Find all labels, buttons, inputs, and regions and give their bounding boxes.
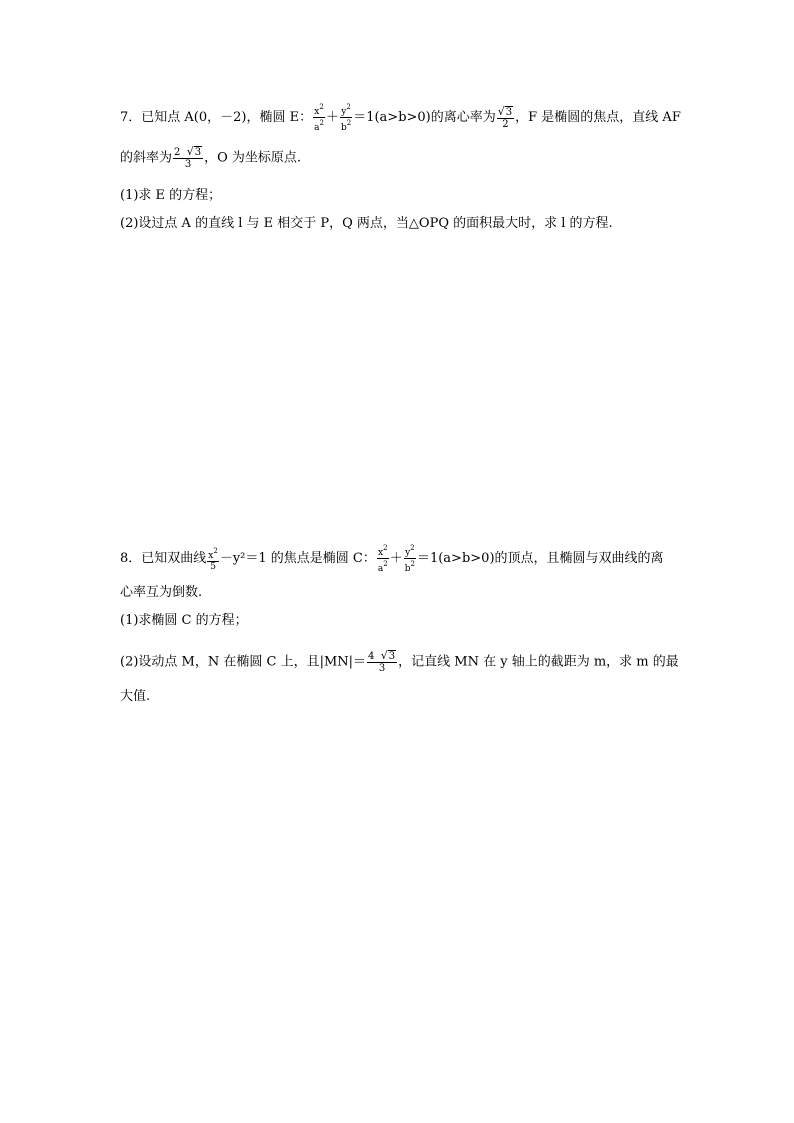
- fraction-x2-a2: $\frac{x^2}{a^2}$: [314, 103, 324, 133]
- fraction-eccentricity: $\frac{√3}{2}$: [497, 104, 513, 130]
- sqrt-symbol: √3: [186, 145, 202, 158]
- problem-7-text: ，F 是椭圆的焦点，直线 AF: [515, 110, 681, 125]
- sqrt-symbol: √3: [380, 649, 396, 662]
- problem-8-text: ＝1(a>b>0)的顶点，且椭圆与双曲线的离: [416, 551, 664, 566]
- problem-8-text: －y²＝1 的焦点是椭圆 C：: [219, 551, 376, 566]
- problem-7-text: 7．已知点 A(0，－2)，椭圆 E：: [120, 110, 313, 125]
- problem-8-question-2: [120, 650, 679, 674]
- sqrt-symbol: √3: [497, 104, 513, 118]
- fraction-x2-5: $\frac{x^2}{5}$: [208, 546, 218, 572]
- fraction-slope: $\frac{2 √3}{3}$: [174, 145, 202, 170]
- fraction-mn-length: $\frac{4 √3}{3}$: [368, 649, 396, 674]
- fraction-x2-a2: $\frac{x^2}{a^2}$: [377, 544, 388, 574]
- plus-sign: ＋: [325, 110, 339, 125]
- problem-8-question-2-cont: 大值.: [120, 689, 151, 704]
- problem-7-question-1: (1)求 E 的方程；: [120, 188, 222, 203]
- problem-7-line-1: [120, 102, 681, 133]
- problem-8-text: ，记直线 MN 在 y 轴上的截距为 m，求 m 的最: [398, 654, 679, 670]
- problem-8-question-1: (1)求椭圆 C 的方程；: [120, 613, 248, 628]
- problem-7-text: ，O 为坐标原点.: [204, 150, 302, 166]
- problem-8-line-1: [120, 543, 664, 574]
- problem-7-text: ＝1(a>b>0)的离心率为: [353, 110, 496, 125]
- fraction-y2-b2: $\frac{y^2}{b^2}$: [404, 544, 415, 574]
- fraction-y2-b2: $\frac{y^2}{b^2}$: [340, 103, 352, 133]
- problem-8-line-2: 心率互为倒数.: [120, 585, 203, 600]
- plus-sign: ＋: [389, 551, 403, 566]
- problem-7-line-2: [120, 146, 301, 170]
- problem-7-question-2: (2)设过点 A 的直线 l 与 E 相交于 P，Q 两点，当△OPQ 的面积最大时，求 l 的方程.: [120, 216, 613, 231]
- problem-8-text: 8．已知双曲线: [120, 551, 207, 566]
- problem-8-text: (2)设动点 M，N 在椭圆 C 上，且|MN|＝: [120, 654, 367, 670]
- problem-7-text: 的斜率为: [120, 150, 173, 166]
